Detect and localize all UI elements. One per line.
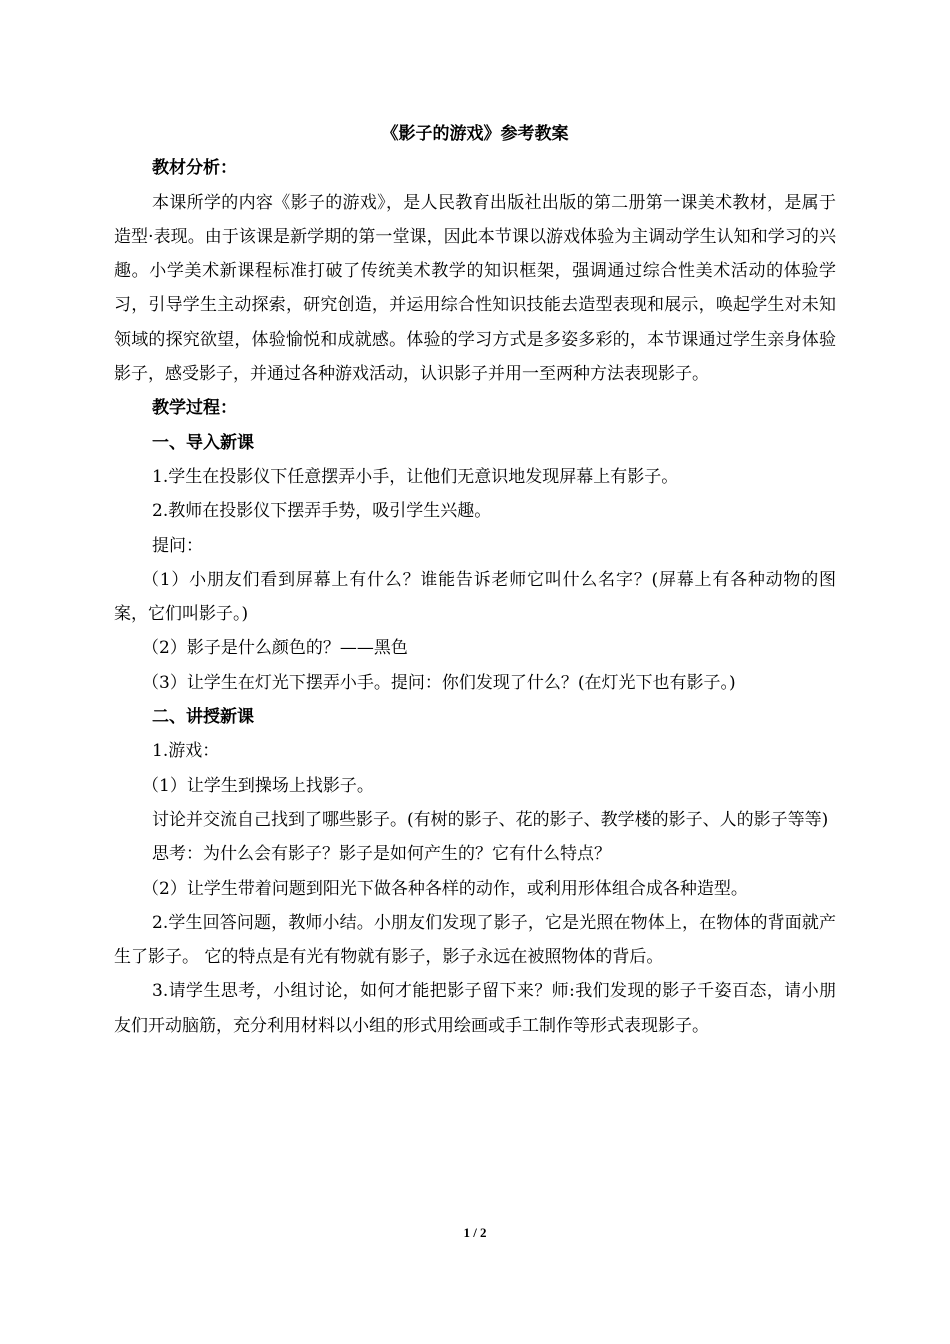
- part2-item3: 3.请学生思考，小组讨论，如何才能把影子留下来？师:我们发现的影子千姿百态，请小朋友们开动脑筋，充分利用材料以小组的形式用绘画或手工制作等形式表现影子。: [114, 981, 836, 1036]
- part2-game-1: （1）让学生到操场上找影子。: [142, 775, 374, 796]
- part2-heading: 二、讲授新课: [152, 707, 254, 728]
- part1-heading: 一、导入新课: [152, 432, 254, 453]
- part1-question-label: 提问：: [152, 535, 203, 556]
- part1-question-2: （2）影子是什么颜色的？——黑色: [142, 638, 408, 659]
- analysis-paragraph: 本课所学的内容《影子的游戏》，是人民教育出版社出版的第二册第一课美术教材，是属于造型·表现。由于该课是新学期的第一堂课，因此本节课以游戏体验为主调动学生认知和学习的兴趣。小学美术新课程标准打破了传统美术教学的知识框架，强调通过综合性美术活动的体验学习，引导学生主动探索，研究创造，并运用综合性知识技能去造型表现和展示，唤起学生对未知领域的探究欲望，体验愉悦和成就感。体验的学习方式是多姿多彩的，本节课通过学生亲身体验影子，感受影子，并通过各种游戏活动，认识影子并用一至两种方法表现影子。: [114, 192, 836, 385]
- section-heading-process: 教学过程：: [152, 398, 237, 419]
- document-body: [114, 117, 836, 1043]
- part1-question-1: （1）小朋友们看到屏幕上有什么？谁能告诉老师它叫什么名字？(屏幕上有各种动物的图案，它们叫影子。): [114, 569, 836, 625]
- document-title: 《影子的游戏》参考教案: [381, 124, 569, 144]
- section-heading-analysis: 教材分析：: [152, 158, 237, 179]
- part1-question-3: （3）让学生在灯光下摆弄小手。提问：你们发现了什么？(在灯光下也有影子。): [142, 672, 736, 693]
- part2-item2: 2.学生回答问题，教师小结。小朋友们发现了影子，它是光照在物体上，在物体的背面就产生了影子。 它的特点是有光有物就有影子，影子永远在被照物体的背后。: [114, 912, 836, 968]
- part2-game-label: 1.游戏：: [152, 741, 220, 762]
- part1-item1: 1.学生在投影仪下任意摆弄小手，让他们无意识地发现屏幕上有影子。: [152, 466, 679, 487]
- part2-thinking: 思考：为什么会有影子？影子是如何产生的？它有什么特点？: [152, 844, 611, 865]
- page-number: 1 / 2: [463, 1225, 487, 1240]
- part2-game-2: （2）让学生带着问题到阳光下做各种各样的动作，或利用形体组合成各种造型。: [142, 878, 748, 899]
- part1-item2: 2.教师在投影仪下摆弄手势，吸引学生兴趣。: [152, 501, 492, 522]
- part2-discussion: 讨论并交流自己找到了哪些影子。(有树的影子、花的影子、教学楼的影子、人的影子等等): [152, 809, 829, 830]
